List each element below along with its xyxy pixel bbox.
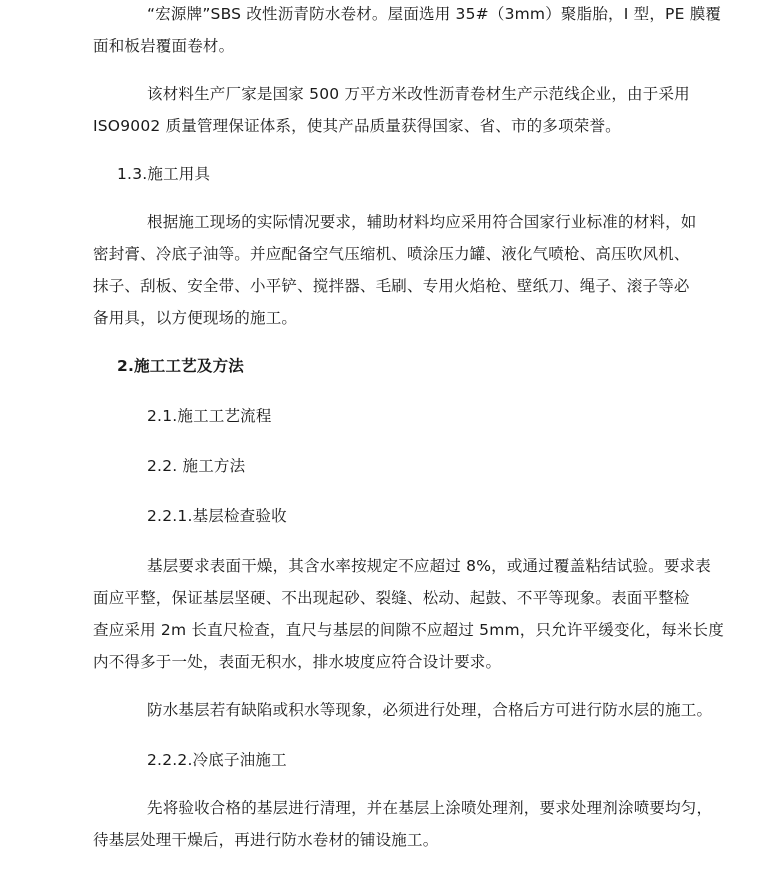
- paragraph-line: 先将验收合格的基层进行清理，并在基层上涂喷处理剂，要求处理剂涂喷要均匀，: [147, 799, 713, 817]
- paragraph-line: 备用具，以方便现场的施工。: [93, 309, 298, 327]
- paragraph-line: 查应采用 2m 长直尺检查，直尺与基层的间隙不应超过 5mm，只允许平缓变化，每米长度: [93, 621, 724, 639]
- section-heading: 1.3.施工用具: [117, 165, 211, 183]
- paragraph-line: 密封膏、冷底子油等。并应配备空气压缩机、喷涂压力罐、液化气喷枪、高压吹风机、: [93, 245, 690, 263]
- subsection-heading: 2.2.1.基层检查验收: [147, 507, 287, 525]
- paragraph-line: 该材料生产厂家是国家 500 万平方米改性沥青卷材生产示范线企业，由于采用: [147, 85, 690, 103]
- subsection-heading: 2.2.2.冷底子油施工: [147, 751, 287, 769]
- section-heading: 2.1.施工工艺流程: [147, 407, 272, 425]
- paragraph-line: 抹子、刮板、安全带、小平铲、搅拌器、毛刷、专用火焰枪、壁纸刀、绳子、滚子等必: [93, 277, 690, 295]
- paragraph-line: 面和板岩覆面卷材。: [93, 37, 235, 55]
- paragraph-line: 防水基层若有缺陷或积水等现象，必须进行处理，合格后方可进行防水层的施工。: [147, 701, 713, 719]
- paragraph-line: 基层要求表面干燥，其含水率按规定不应超过 8%，或通过覆盖粘结试验。要求表: [147, 557, 711, 575]
- paragraph-line: 面应平整，保证基层坚硬、不出现起砂、裂缝、松动、起鼓、不平等现象。表面平整检: [93, 589, 690, 607]
- paragraph-line: 根据施工现场的实际情况要求，辅助材料均应采用符合国家行业标准的材料，如: [147, 213, 697, 231]
- paragraph-line: 内不得多于一处，表面无积水，排水坡度应符合设计要求。: [93, 653, 502, 671]
- paragraph-line: 待基层处理干燥后，再进行防水卷材的铺设施工。: [93, 831, 439, 849]
- section-heading: 2.2. 施工方法: [147, 457, 246, 475]
- chapter-heading: 2.施工工艺及方法: [117, 357, 244, 375]
- paragraph-line: “宏源牌”SBS 改性沥青防水卷材。屋面选用 35#（3mm）聚脂胎，I 型，PE 膜覆: [147, 5, 722, 23]
- paragraph-line: ISO9002 质量管理保证体系，使其产品质量获得国家、省、市的多项荣誉。: [93, 117, 621, 135]
